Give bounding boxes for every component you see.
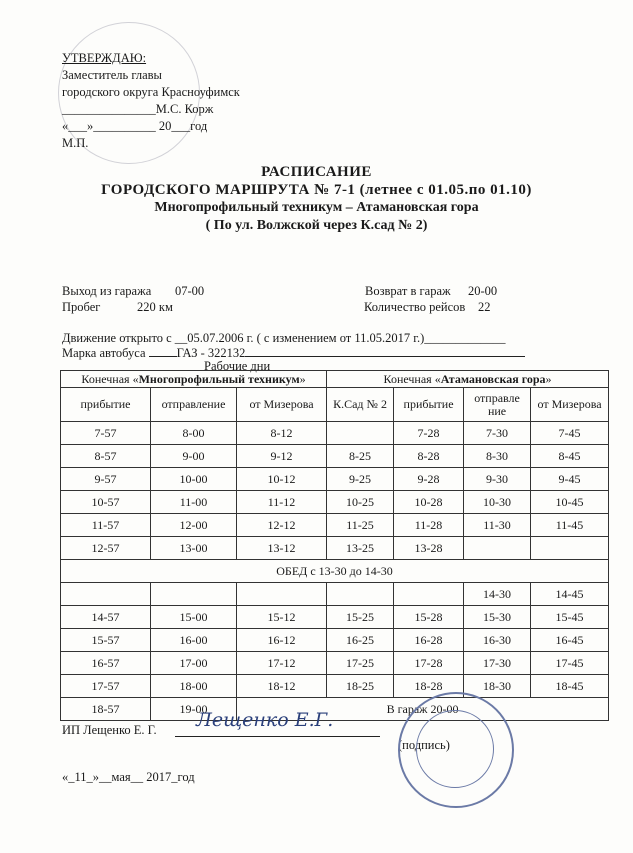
table-row xyxy=(61,468,609,491)
table-cell: 11-30 xyxy=(464,514,531,537)
table-cell: 18-30 xyxy=(464,675,531,698)
approval-mp: М.П. xyxy=(62,136,89,150)
table-cell: 10-30 xyxy=(464,491,531,514)
table-cell: 9-25 xyxy=(327,468,394,491)
table-cell: 16-45 xyxy=(531,629,609,652)
table-cell: 18-45 xyxy=(531,675,609,698)
col-departure-2: отправле ние xyxy=(464,388,531,422)
table-cell: 7-30 xyxy=(464,422,531,445)
document-title xyxy=(0,163,633,235)
table-cell: 13-28 xyxy=(394,537,464,560)
table-cell: 10-57 xyxy=(61,491,151,514)
table-cell: 18-00 xyxy=(151,675,237,698)
table-cell xyxy=(237,583,327,606)
table-cell: 17-30 xyxy=(464,652,531,675)
table-row xyxy=(61,652,609,675)
organization-seal-stamp xyxy=(398,692,514,808)
table-cell: 10-45 xyxy=(531,491,609,514)
table-cell: 16-30 xyxy=(464,629,531,652)
garage-return-value: 20-00 xyxy=(468,284,498,298)
table-cell: 17-28 xyxy=(394,652,464,675)
table-cell: 10-00 xyxy=(151,468,237,491)
table-cell: 11-25 xyxy=(327,514,394,537)
signature-caption: (подпись) xyxy=(398,738,450,752)
table-cell xyxy=(394,583,464,606)
table-cell: 13-00 xyxy=(151,537,237,560)
table-cell: 7-57 xyxy=(61,422,151,445)
approval-block xyxy=(62,50,240,152)
signature-line xyxy=(175,736,380,737)
table-row xyxy=(61,698,609,721)
table-cell: 12-57 xyxy=(61,537,151,560)
table-cell: 11-57 xyxy=(61,514,151,537)
bus-model-value: ГАЗ - 322132 xyxy=(176,346,246,360)
table-cell: 9-30 xyxy=(464,468,531,491)
table-cell: 16-25 xyxy=(327,629,394,652)
table-cell: 14-45 xyxy=(531,583,609,606)
title-route: ГОРОДСКОГО МАРШРУТА № 7-1 (летнее с 01.05.по 01.10) xyxy=(101,182,532,198)
title-endpoints: Многопрофильный техникум – Атамановская гора xyxy=(154,200,479,215)
table-cell: 14-30 xyxy=(464,583,531,606)
table-cell: 11-12 xyxy=(237,491,327,514)
approval-date: «___»__________ 20___год xyxy=(62,119,208,133)
garage-return-label: Возврат в гараж xyxy=(365,284,451,298)
table-cell: 15-12 xyxy=(237,606,327,629)
table-cell: 9-28 xyxy=(394,468,464,491)
approval-signer: _______________М.С. Корж xyxy=(62,102,214,116)
table-row xyxy=(61,629,609,652)
table-row xyxy=(61,514,609,537)
title-via: ( По ул. Волжской через К.сад № 2) xyxy=(205,218,428,233)
terminal-technikum-header: Конечная «Многопрофильный техникум» xyxy=(61,371,327,388)
trips-label: Количество рейсов xyxy=(364,300,466,314)
table-row xyxy=(61,445,609,468)
table-cell: 8-28 xyxy=(394,445,464,468)
col-from-mizerova-1: от Мизерова xyxy=(237,388,327,422)
table-cell: 13-25 xyxy=(327,537,394,560)
bus-model-label: Марка автобуса xyxy=(62,346,146,360)
terminal-atamanovskaya-header: Конечная «Атамановская гора» xyxy=(327,371,609,388)
bus-model-row xyxy=(62,346,525,361)
table-cell: 17-12 xyxy=(237,652,327,675)
table-cell: 10-28 xyxy=(394,491,464,514)
table-cell: 11-45 xyxy=(531,514,609,537)
table-cell: 11-00 xyxy=(151,491,237,514)
approval-title: УТВЕРЖДАЮ: xyxy=(62,51,147,65)
table-cell: 8-00 xyxy=(151,422,237,445)
table-cell: 18-57 xyxy=(61,698,151,721)
document-date: «_11_»__мая__ 2017_год xyxy=(62,770,195,784)
table-row xyxy=(61,606,609,629)
table-cell: 9-45 xyxy=(531,468,609,491)
table-cell: 9-12 xyxy=(237,445,327,468)
table-cell: 9-00 xyxy=(151,445,237,468)
col-ksad-2: К.Сад № 2 xyxy=(327,388,394,422)
mileage-label: Пробег xyxy=(62,300,101,314)
table-cell: 18-25 xyxy=(327,675,394,698)
approval-organization: городского округа Красноуфимск xyxy=(62,85,240,99)
table-cell: 15-00 xyxy=(151,606,237,629)
return-to-garage-note: В гараж 20-00 xyxy=(237,698,609,721)
lunch-row xyxy=(61,560,609,583)
table-cell: 10-12 xyxy=(237,468,327,491)
table-cell: 15-57 xyxy=(61,629,151,652)
table-cell xyxy=(151,583,237,606)
table-cell: 8-45 xyxy=(531,445,609,468)
col-arrival-1: прибытие xyxy=(61,388,151,422)
table-row xyxy=(61,583,609,606)
garage-exit-label: Выход из гаража xyxy=(62,284,152,298)
table-cell: 17-25 xyxy=(327,652,394,675)
table-cell xyxy=(61,583,151,606)
signer-name: ИП Лещенко Е. Г. xyxy=(62,723,157,737)
table-cell: 10-25 xyxy=(327,491,394,514)
table-cell xyxy=(531,537,609,560)
table-cell: 16-00 xyxy=(151,629,237,652)
table-cell: 17-57 xyxy=(61,675,151,698)
table-cell: 16-57 xyxy=(61,652,151,675)
table-cell: 17-00 xyxy=(151,652,237,675)
table-cell: 15-25 xyxy=(327,606,394,629)
col-departure-1: отправление xyxy=(151,388,237,422)
table-cell xyxy=(327,583,394,606)
table-cell: 19-00 xyxy=(151,698,237,721)
title-heading: РАСПИСАНИЕ xyxy=(261,164,372,180)
approval-position: Заместитель главы xyxy=(62,68,162,82)
table-cell: 16-12 xyxy=(237,629,327,652)
table-cell: 12-12 xyxy=(237,514,327,537)
table-cell: 15-30 xyxy=(464,606,531,629)
table-cell: 15-45 xyxy=(531,606,609,629)
col-from-mizerova-2: от Мизерова xyxy=(531,388,609,422)
schedule-table xyxy=(60,370,609,721)
table-cell xyxy=(464,537,531,560)
table-cell: 13-12 xyxy=(237,537,327,560)
handwritten-signature: Лещенко Е.Г. xyxy=(196,709,334,731)
lunch-break: ОБЕД с 13-30 до 14-30 xyxy=(61,560,609,583)
table-column-headers xyxy=(61,388,609,422)
table-cell: 7-28 xyxy=(394,422,464,445)
table-cell: 18-12 xyxy=(237,675,327,698)
table-cell: 14-57 xyxy=(61,606,151,629)
table-cell: 8-12 xyxy=(237,422,327,445)
table-row xyxy=(61,675,609,698)
table-group-header xyxy=(61,371,609,388)
table-cell: 15-28 xyxy=(394,606,464,629)
mileage-value: 220 км xyxy=(137,300,173,314)
table-cell: 8-30 xyxy=(464,445,531,468)
workdays-label: Рабочие дни xyxy=(204,359,271,373)
garage-exit-value: 07-00 xyxy=(175,284,205,298)
table-cell: 8-25 xyxy=(327,445,394,468)
trips-value: 22 xyxy=(478,300,491,314)
table-row xyxy=(61,422,609,445)
route-opened-text: Движение открыто с __05.07.2006 г. ( с изменением от 11.05.2017 г.)_____________ xyxy=(62,331,506,345)
table-row xyxy=(61,491,609,514)
table-cell: 9-57 xyxy=(61,468,151,491)
table-cell: 16-28 xyxy=(394,629,464,652)
table-cell: 7-45 xyxy=(531,422,609,445)
table-cell xyxy=(327,422,394,445)
table-cell: 17-45 xyxy=(531,652,609,675)
table-cell: 12-00 xyxy=(151,514,237,537)
table-cell: 8-57 xyxy=(61,445,151,468)
col-arrival-2: прибытие xyxy=(394,388,464,422)
table-cell: 11-28 xyxy=(394,514,464,537)
table-cell: 18-28 xyxy=(394,675,464,698)
table-row xyxy=(61,537,609,560)
